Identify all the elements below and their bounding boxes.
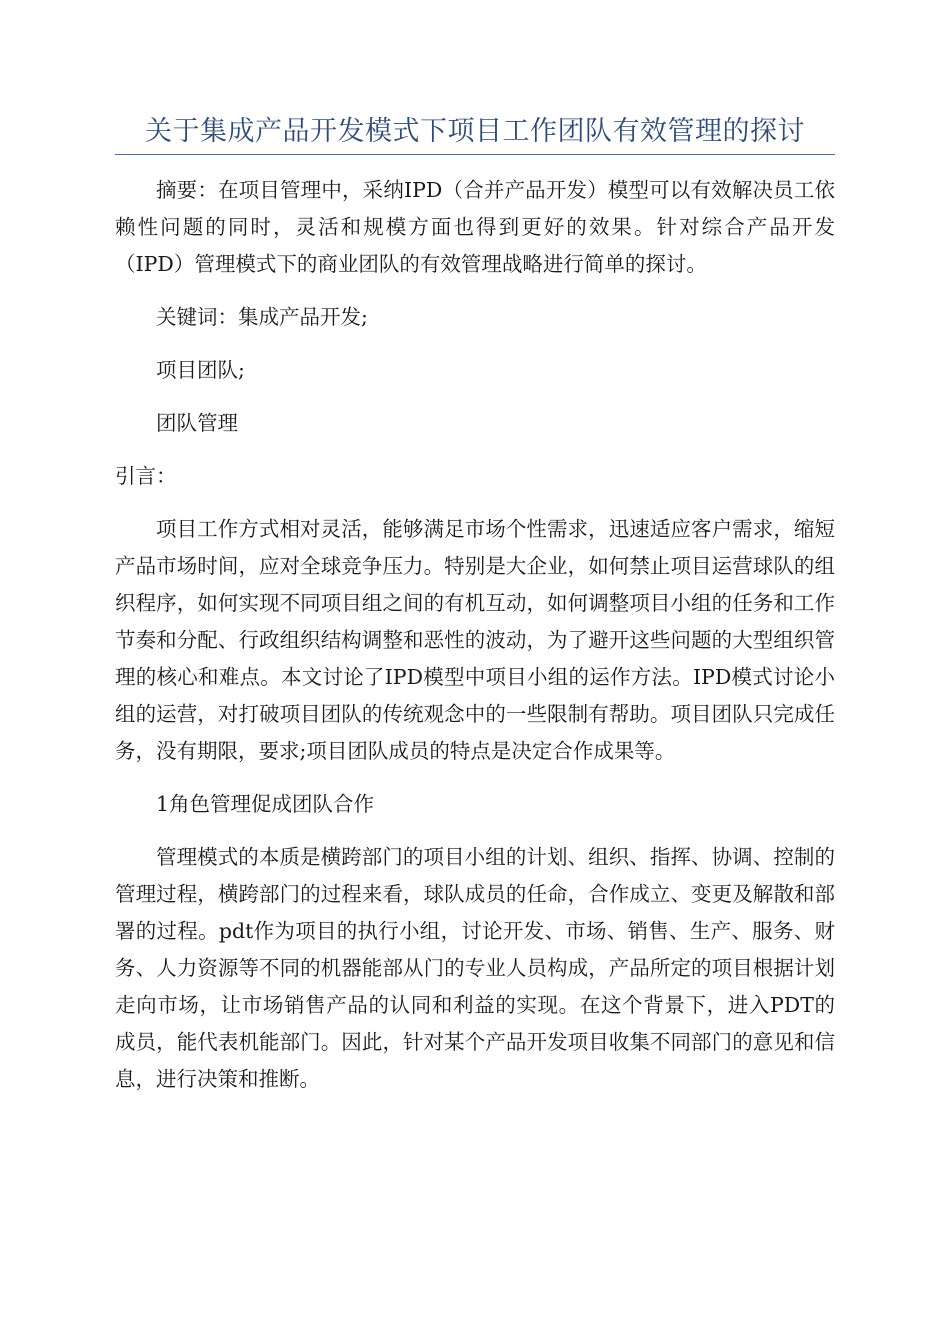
section-1-heading: 1角色管理促成团队合作 (156, 792, 375, 816)
section-1-paragraph: 管理模式的本质是横跨部门的项目小组的计划、组织、指挥、协调、控制的管理过程，横跨部门的过程来看，球队成员的任命，合作成立、变更及解散和部署的过程。pdt作为项目的执行小组，讨论开发、市场、销售、生产、服务、财务、人力资源等不同的机器能部从门的专业人员构成，产品所定的项目根据计划走向市场，让市场销售产品的认同和利益的实现。在这个背景下，进入PDT的成员，能代表机能部门。因此，针对某个产品开发项目收集不同部门的意见和信息，进行决策和推断。 (115, 845, 835, 1091)
keywords-line-2: 项目团队; (156, 358, 245, 382)
document-body (115, 172, 835, 1114)
intro-heading: 引言： (115, 464, 177, 488)
title-underline (115, 154, 835, 155)
document-title: 关于集成产品开发模式下项目工作团队有效管理的探讨 (145, 116, 805, 147)
keywords-line-3: 团队管理 (156, 411, 238, 435)
keywords-line-1: 关键词：集成产品开发; (156, 305, 368, 329)
intro-paragraph: 项目工作方式相对灵活，能够满足市场个性需求，迅速适应客户需求，缩短产品市场时间，应对全球竞争压力。特别是大企业，如何禁止项目运营球队的组织程序，如何实现不同项目组之间的有机互动，如何调整项目小组的任务和工作节奏和分配、行政组织结构调整和恶性的波动，为了避开这些问题的大型组织管理的核心和难点。本文讨论了IPD模型中项目小组的运作方法。IPD模式讨论小组的运营，对打破项目团队的传统观念中的一些限制有帮助。项目团队只完成任务，没有期限，要求;项目团队成员的特点是决定合作成果等。 (115, 517, 835, 763)
abstract-paragraph: 摘要：在项目管理中，采纳IPD（合并产品开发）模型可以有效解决员工依赖性问题的同时，灵活和规模方面也得到更好的效果。针对综合产品开发（IPD）管理模式下的商业团队的有效管理战略进行简单的探讨。 (115, 178, 835, 276)
